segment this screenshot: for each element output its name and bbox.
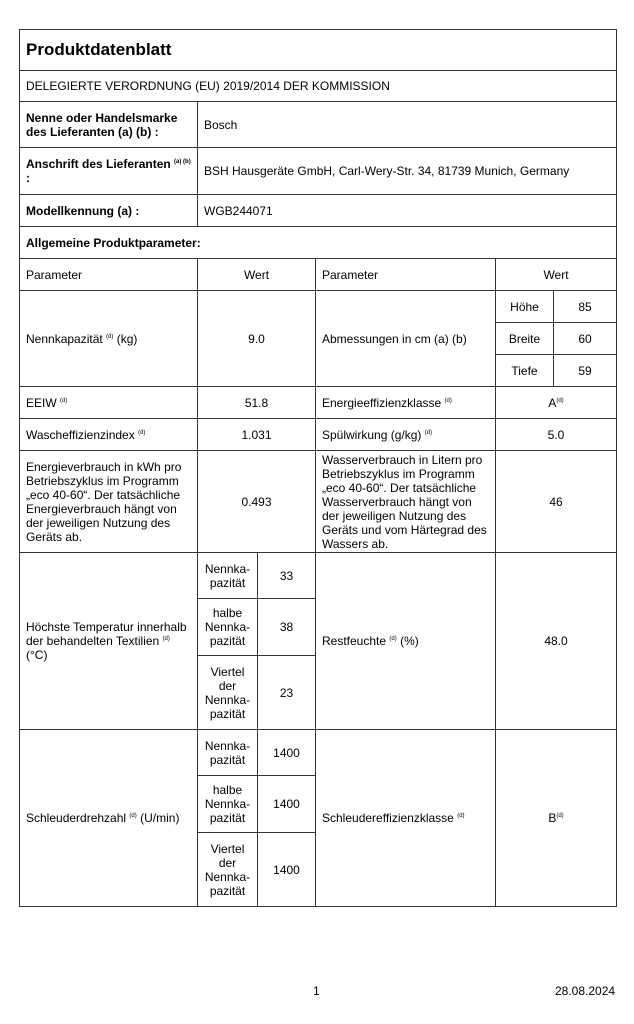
spin-capacity-label: Nennka-pazität <box>198 730 258 776</box>
width-label: Breite <box>496 323 554 355</box>
depth-label: Tiefe <box>496 355 554 387</box>
energy-class-value: $A^{(d)}$ <box>496 387 617 419</box>
eeiw-label: EEIW $^{(d)}$ <box>20 387 198 419</box>
spin-class-value: $B^{(d)}$ <box>496 730 617 907</box>
spin-class-label: Schleudereffizienzklasse $^{(d)}$ <box>316 730 496 907</box>
temp-quarter-capacity-label: Viertel der Nennka-pazität <box>198 656 258 730</box>
general-params-heading: Allgemeine Produktparameter: <box>20 227 617 259</box>
supplier-name-value: Bosch <box>198 102 617 148</box>
temp-quarter-capacity-value: 23 <box>258 656 316 730</box>
temp-half-capacity-label: halbe Nennka-pazität <box>198 599 258 656</box>
page-number: 1 <box>313 984 320 998</box>
supplier-address-value: BSH Hausgeräte GmbH, Carl-Wery-Str. 34, 81739 Munich, Germany <box>198 148 617 195</box>
spin-quarter-capacity-value: 1400 <box>258 833 316 907</box>
col-header-parameter-left: Parameter <box>20 259 198 291</box>
eeiw-value: 51.8 <box>198 387 316 419</box>
energy-consumption-label: Energieverbrauch in kWh pro Betriebszyklus im Programm „eco 40-60“. Der tatsächliche Energieverbrauch hängt von der jeweiligen Nutzung des Geräts ab. <box>20 451 198 553</box>
rated-capacity-value: 9.0 <box>198 291 316 387</box>
water-consumption-label: Wasserverbrauch in Litern pro Betriebszyklus im Programm „eco 40-60“. Der tatsächliche Wasserverbrauch hängt von der jeweiligen Nutzung des Geräts und vom Härtegrad des Wassers ab. <box>316 451 496 553</box>
model-id-value: WGB244071 <box>198 195 617 227</box>
height-label: Höhe <box>496 291 554 323</box>
col-header-parameter-right: Parameter <box>316 259 496 291</box>
depth-value: 59 <box>554 355 617 387</box>
col-header-value-right: Wert <box>496 259 617 291</box>
page-title: Produktdatenblatt <box>20 30 617 71</box>
supplier-address-label: Anschrift des Lieferanten $^{(a) (b)}$ : <box>20 148 198 195</box>
product-datasheet-table <box>19 29 617 907</box>
energy-class-label: Energieeffizienzklasse $^{(d)}$ <box>316 387 496 419</box>
energy-consumption-value: 0.493 <box>198 451 316 553</box>
spin-capacity-value: 1400 <box>258 730 316 776</box>
max-temperature-label: Höchste Temperatur innerhalb der behandelten Textilien $^{(d)}$ (°C) <box>20 553 198 730</box>
spin-speed-label: Schleuderdrehzahl $^{(d)}$ (U/min) <box>20 730 198 907</box>
washing-index-label: Wascheffizienzindex $^{(d)}$ <box>20 419 198 451</box>
regulation-text: DELEGIERTE VERORDNUNG (EU) 2019/2014 DER KOMMISSION <box>20 71 617 102</box>
width-value: 60 <box>554 323 617 355</box>
rinsing-label: Spülwirkung (g/kg) $^{(d)}$ <box>316 419 496 451</box>
spin-half-capacity-value: 1400 <box>258 776 316 833</box>
rinsing-value: 5.0 <box>496 419 617 451</box>
residual-moisture-value: 48.0 <box>496 553 617 730</box>
height-value: 85 <box>554 291 617 323</box>
dimensions-label: Abmessungen in cm (a) (b) <box>316 291 496 387</box>
washing-index-value: 1.031 <box>198 419 316 451</box>
residual-moisture-label: Restfeuchte $^{(d)}$ (%) <box>316 553 496 730</box>
water-consumption-value: 46 <box>496 451 617 553</box>
temp-capacity-label: Nennka-pazität <box>198 553 258 599</box>
spin-quarter-capacity-label: Viertel der Nennka-pazität <box>198 833 258 907</box>
temp-half-capacity-value: 38 <box>258 599 316 656</box>
col-header-value-left: Wert <box>198 259 316 291</box>
footer-date: 28.08.2024 <box>555 984 616 998</box>
spin-half-capacity-label: halbe Nennka-pazität <box>198 776 258 833</box>
supplier-name-label: Nenne oder Handelsmarke des Lieferanten (a) (b) : <box>20 102 198 148</box>
rated-capacity-label: Nennkapazität $^{(d)}$ (kg) <box>20 291 198 387</box>
temp-capacity-value: 33 <box>258 553 316 599</box>
model-id-label: Modellkennung (a) : <box>20 195 198 227</box>
